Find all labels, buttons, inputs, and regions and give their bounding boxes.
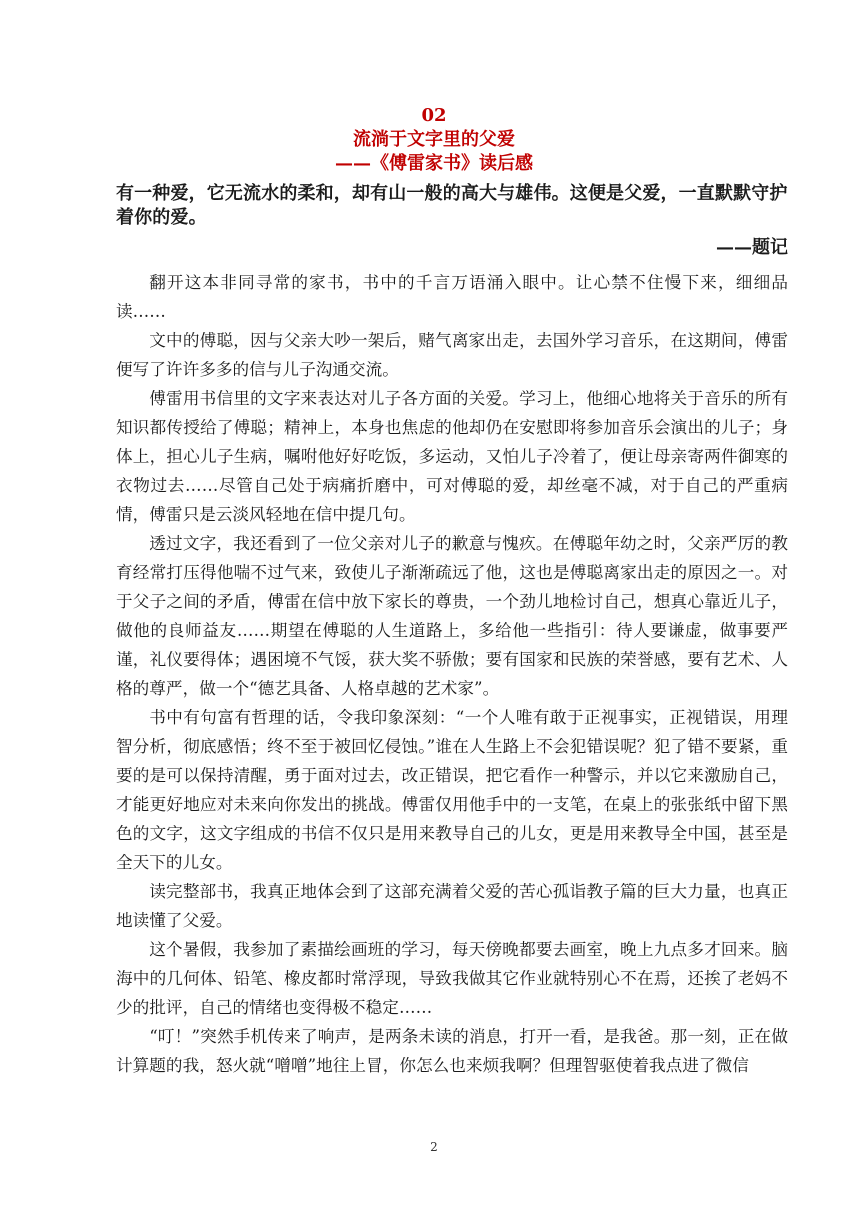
paragraph: 读完整部书，我真正地体会到了这部充满着父爱的苦心孤诣教子篇的巨大力量，也真正地读懂了父爱。: [116, 882, 788, 930]
section-number: 02: [421, 105, 447, 126]
paragraph: 傅雷用书信里的文字来表达对儿子各方面的关爱。学习上，他细心地将关于音乐的所有知识都传授给了傅聪；精神上，本身也焦虑的他却仍在安慰即将参加音乐会演出的儿子；身体上，担心儿子生病，嘱咐他好好吃饭，多运动，又怕儿子冷着了，便让母亲寄两件御寒的衣物过去……尽管自己处于病痛折磨中，可对傅聪的爱，却丝毫不减，对于自己的严重病情，傅雷只是云淡风轻地在信中提几句。: [116, 389, 788, 524]
paragraph: 翻开这本非同寻常的家书，书中的千言万语涌入眼中。让心禁不住慢下来，细细品读……: [116, 273, 788, 321]
article-title: 流淌于文字里的父爱: [353, 129, 515, 150]
paragraph: 这个暑假，我参加了素描绘画班的学习，每天傍晚都要去画室，晚上九点多才回来。脑海中的几何体、铅笔、橡皮都时常浮现，导致我做其它作业就特别心不在焉，还挨了老妈不少的批评，自己的情绪也变得极不稳定……: [116, 940, 788, 1017]
paragraph: 书中有句富有哲理的话，令我印象深刻：“一个人唯有敢于正视事实，正视错误，用理智分析，彻底感悟；终不至于被回忆侵蚀。”谁在人生路上不会犯错误呢？犯了错不要紧，重要的是可以保持清醒，勇于面对过去，改正错误，把它看作一种警示，并以它来激励自己，才能更好地应对未来向你发出的挑战。傅雷仅用他手中的一支笔，在桌上的张张纸中留下黑色的文字，这文字组成的书信不仅只是用来教导自己的儿女，更是用来教导全中国，甚至是全天下的儿女。: [116, 708, 788, 872]
article-subtitle: ——《傅雷家书》读后感: [335, 153, 533, 174]
page-number: 2: [430, 1140, 438, 1154]
epigraph-text: 有一种爱，它无流水的柔和，却有山一般的高大与雄伟。这便是父爱，一直默默守护着你的爱。: [116, 183, 788, 228]
article-header: [0, 104, 868, 176]
epigraph-signature: ——题记: [716, 237, 788, 258]
paragraph: 透过文字，我还看到了一位父亲对儿子的歉意与愧疚。在傅聪年幼之时，父亲严厉的教育经常打压得他喘不过气来，致使儿子渐渐疏远了他，这也是傅聪离家出走的原因之一。对于父子之间的矛盾，傅雷在信中放下家长的尊贵，一个劲儿地检讨自己，想真心靠近儿子，做他的良师益友……期望在傅聪的人生道路上，多给他一些指引：待人要谦虚，做事要严谨，礼仪要得体；遇困境不气馁，获大奖不骄傲；要有国家和民族的荣誉感，要有艺术、人格的尊严，做一个“德艺具备、人格卓越的艺术家”。: [116, 534, 788, 698]
paragraph: “叮！”突然手机传来了响声，是两条未读的消息，打开一看，是我爸。那一刻，正在做计算题的我，怒火就“噌噌”地往上冒，你怎么也来烦我啊？但理智驱使着我点进了微信: [116, 1027, 788, 1075]
paragraph: 文中的傅聪，因与父亲大吵一架后，赌气离家出走，去国外学习音乐，在这期间，傅雷便写了许许多多的信与儿子沟通交流。: [116, 331, 788, 379]
article-body: [116, 268, 788, 1080]
